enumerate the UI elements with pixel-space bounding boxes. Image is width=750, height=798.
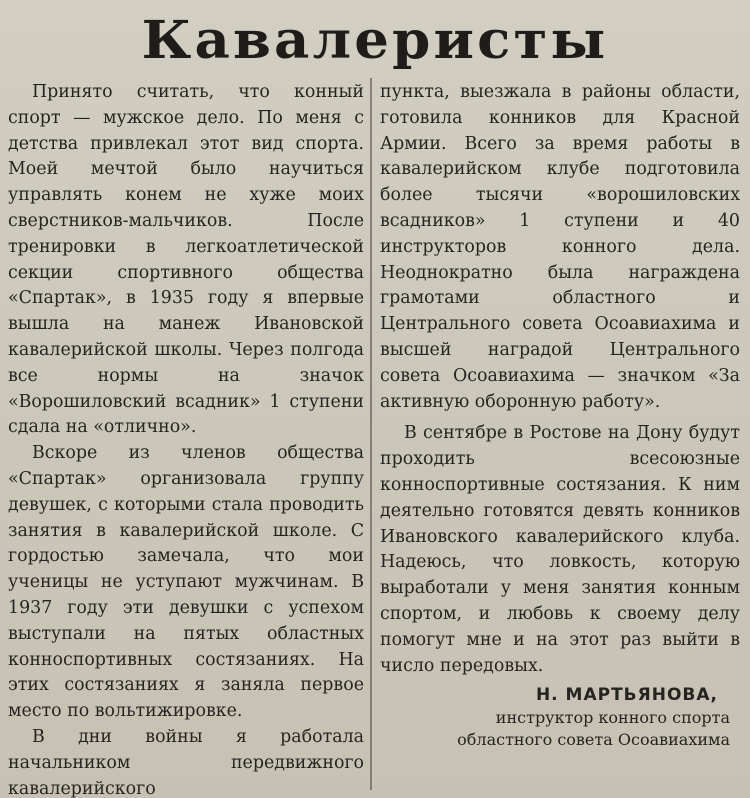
author-position: инструктор конного спорта bbox=[495, 708, 730, 728]
paragraph: Принято считать, что конный спорт — мужское дело. По меня с детства привлекал этот вид спорта. Моей мечтой было научиться управлять конем не хуже моих сверстников-мальчиков. После тренировки в легкоатлетической секции спортивного общества «Спартак», в 1935 году я впервые вышла на манеж Ивановской кавалерийской школы. Через полгода все нормы на значок «Ворошиловский всадник» 1 ступени сдала на «отлично». bbox=[8, 82, 364, 438]
paragraph: Вскоре из членов общества «Спартак» организовала группу девушек, с которыми стала проводить занятия в кавалерийской школе. С гордостью замечала, что мои ученицы не уступают мужчинам. В 1937 году эти девушки с успехом выступали на пятых областных конноспортивных состязаниях. На этих состязаниях я заняла первое место по вольтижировке. bbox=[8, 443, 364, 722]
paragraph: пункта, выезжала в районы области, готовила конников для Красной Армии. Всего за время работы в кавалерийском клубе подготовила более тысячи «ворошиловских всадников» 1 ступени и 40 инструкторов конного дела. Неоднократно была награждена грамотами областного и Центрального совета Осоавиахима и высшей наградой Центрального совета Осоавиахима — значком «За активную оборонную работу». bbox=[380, 82, 740, 412]
paragraph: В дни войны я работала начальником передвижного кавалерийского bbox=[8, 726, 364, 798]
article-column-right bbox=[380, 80, 740, 751]
author-organization: областного совета Осоавиахима bbox=[457, 730, 730, 750]
article-headline: Кавалеристы bbox=[141, 10, 609, 71]
article-column-left bbox=[8, 80, 364, 798]
paragraph: В сентябре в Ростове на Дону будут проходить всесоюзные конноспортивные состязания. К ним деятельно готовятся девять конников Ивановского кавалерийского клуба. Надеюсь, что ловкость, которую выработали у меня занятия конным спортом, и любовь к своему делу помогут мне и на этот раз выйти в число передовых. bbox=[380, 423, 740, 676]
column-divider bbox=[370, 78, 372, 790]
author-name: Н. МАРТЬЯНОВА, bbox=[535, 685, 718, 706]
